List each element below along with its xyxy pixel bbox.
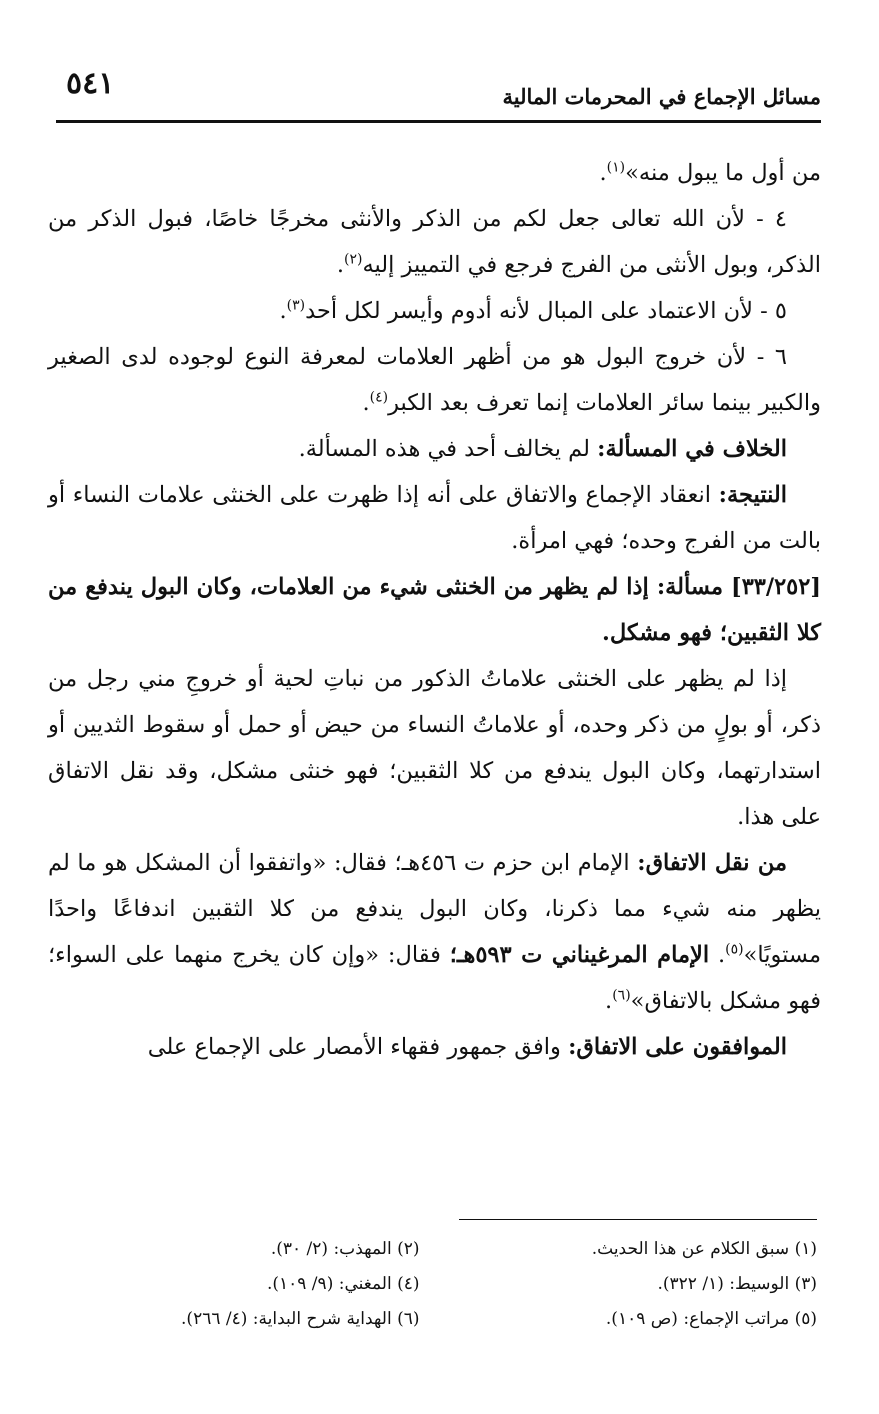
footnote-ref-6: (٦) <box>612 987 631 1004</box>
running-title: مسائل الإجماع في المحرمات المالية <box>502 84 821 109</box>
footnote-ref-2: (٢) <box>343 251 363 268</box>
scholar-name: الإمام المرغيناني ت ٥٩٣هـ؛ <box>449 942 710 968</box>
main-text <box>48 150 821 1070</box>
issue-heading: [٣٣/٢٥٢] مسألة: إذا لم يظهر من الخنثى شيء من العلامات، وكان البول يندفع من كلا الثقبين؛ فهو مشكل. <box>48 574 821 646</box>
footnote-1: (١) سبق الكلام عن هذا الحديث. <box>591 1239 817 1259</box>
paragraph-10: الموافقون على الاتفاق: وافق جمهور فقهاء الأمصار على الإجماع على <box>147 1034 787 1060</box>
paragraph-6: النتيجة: انعقاد الإجماع والاتفاق على أنه إذا ظهرت على الخنثى علامات النساء أو بالت من الفرج وحده؛ فهي امرأة. <box>48 482 821 554</box>
section-label-agreeing: الموافقون على الاتفاق: <box>568 1034 787 1060</box>
footnote-5: (٥) مراتب الإجماع: (ص ١٠٩). <box>605 1309 817 1329</box>
page-number: ٥٤١ <box>66 66 115 101</box>
paragraph-5: الخلاف في المسألة: لم يخالف أحد في هذه المسألة. <box>298 436 787 462</box>
footnote-2: (٢) المهذب: (٢/ ٣٠). <box>270 1239 420 1259</box>
paragraph-8: إذا لم يظهر على الخنثى علاماتُ الذكور من نباتِ لحية أو خروجِ مني رجل من ذكر، أو بولٍ من ذكر وحده، أو علاماتُ النساء من حيض أو حمل أو سقوط الثديين أو استدارتهما، وكان البول يندفع من كلا الثقبين؛ فهو خنثى مشكل، وقد نقل الاتفاق على هذا. <box>48 666 821 830</box>
footnote-ref-1: (١) <box>606 159 626 176</box>
footnote-4: (٤) المغني: (٩/ ١٠٩). <box>266 1274 420 1294</box>
footnote-ref-3: (٣) <box>286 297 306 314</box>
paragraph-2: ٤ - لأن الله تعالى جعل لكم من الذكر والأنثى مخرجًا خاصًا، فبول الذكر من الذكر، وبول الأنثى من الفرج فرجع في التمييز إليه$^{(٢)}$. <box>48 206 821 278</box>
paragraph-4: ٦ - لأن خروج البول هو من أظهر العلامات لمعرفة النوع لوجوده لدى الصغير والكبير بينما سائر العلامات إنما تعرف بعد الكبر$^{(٤)}$. <box>48 344 821 416</box>
section-label-transmitters: من نقل الاتفاق: <box>637 850 788 876</box>
footnote-ref-5: (٥) <box>725 941 744 958</box>
paragraph-9: من نقل الاتفاق: الإمام ابن حزم ت ٤٥٦هـ؛ فقال: «واتفقوا أن المشكل هو ما لم يظهر منه شيء مما ذكرنا، وكان البول يندفع من كلا الثقبين اندفاعًا واحدًا مستويًا»$^{(٥)}$. الإمام المرغيناني ت ٥٩٣هـ؛ فقال: «وإن كان يخرج منهما على السواء؛ فهو مشكل بالاتفاق»$^{(٦)}$. <box>48 850 822 1014</box>
section-label-dispute: الخلاف في المسألة: <box>597 436 787 462</box>
header-rule <box>56 120 821 123</box>
page-header <box>56 60 821 118</box>
section-label-result: النتيجة: <box>718 482 788 508</box>
footnote-ref-4: (٤) <box>369 389 389 406</box>
footnote-rule <box>459 1219 817 1220</box>
footnote-6: (٦) الهداية شرح البداية: (٤/ ٢٦٦). <box>181 1309 420 1329</box>
footnotes <box>62 1232 817 1337</box>
footnote-3: (٣) الوسيط: (١/ ٣٢٢). <box>657 1274 817 1294</box>
paragraph-1: من أول ما يبول منه»$^{(١)}$. <box>599 159 821 186</box>
paragraph-3: ٥ - لأن الاعتماد على المبال لأنه أدوم وأيسر لكل أحد$^{(٣)}$. <box>279 297 787 324</box>
